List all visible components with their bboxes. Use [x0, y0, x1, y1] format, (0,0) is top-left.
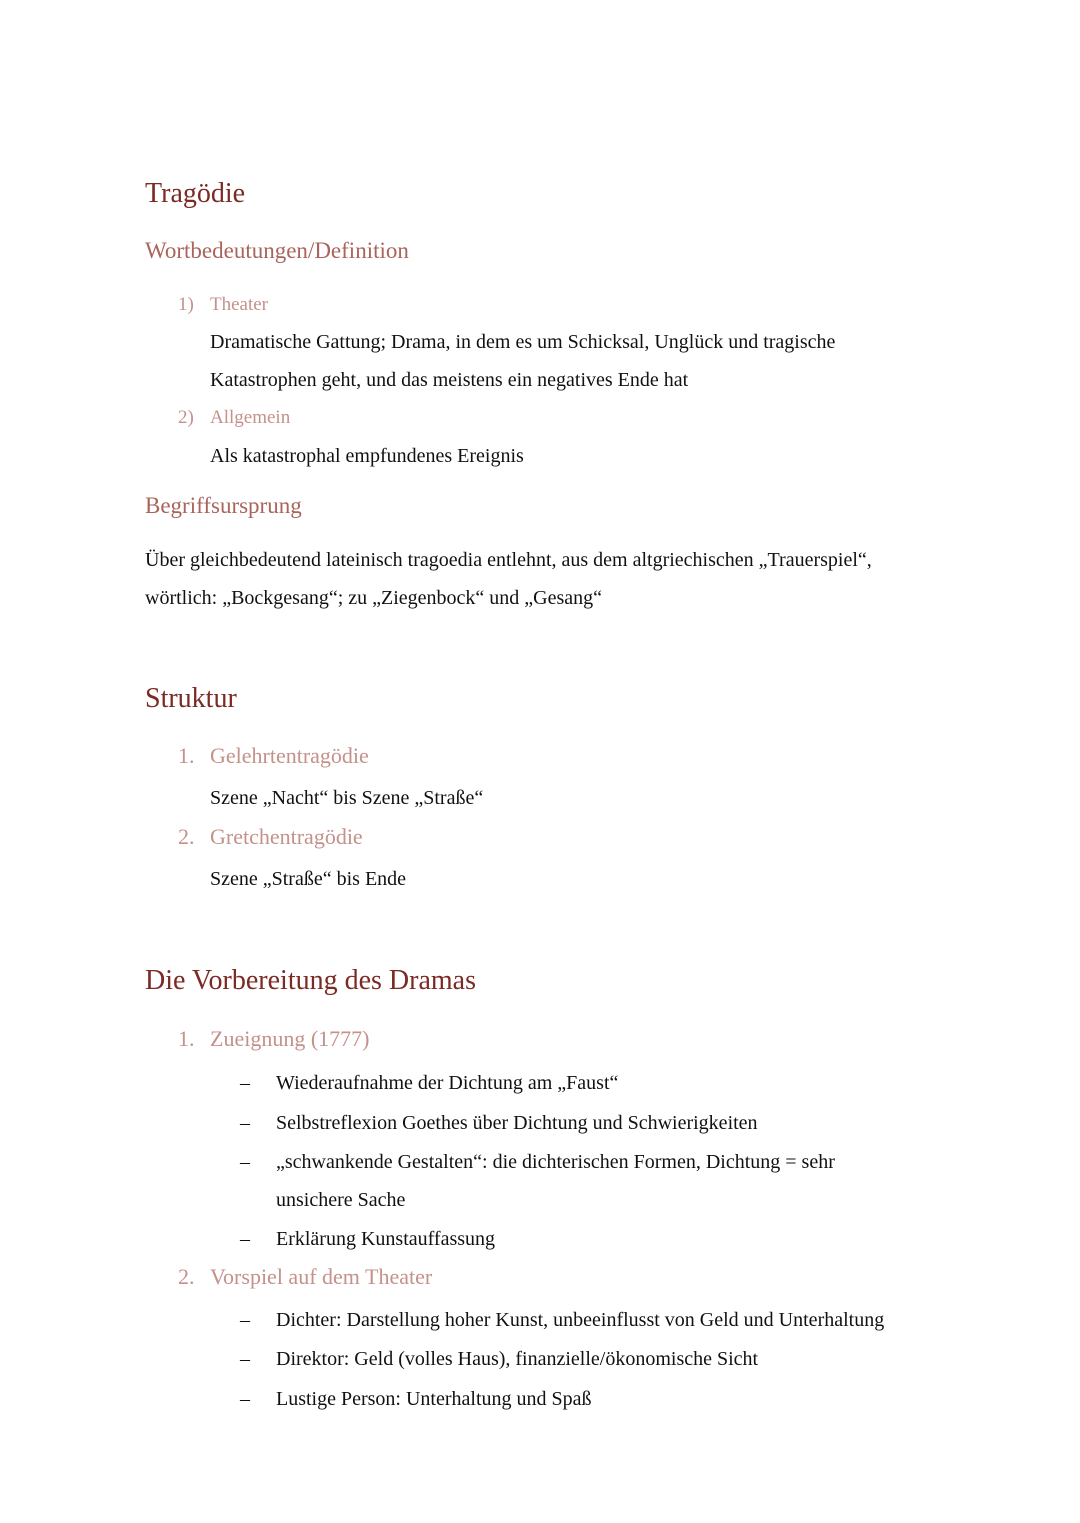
list-heading-theater: [178, 294, 268, 316]
bullet-item: Dichter: Darstellung hoher Kunst, unbeeinflusst von Geld und Unterhaltung: [276, 1309, 885, 1331]
struktur-text-2: Szene „Straße“ bis Ende: [210, 868, 407, 890]
list-heading-zueignung: [178, 1026, 369, 1052]
bullet-item: „schwankende Gestalten“: die dichterischen Formen, Dichtung = sehr: [276, 1151, 835, 1173]
list-label: Zueignung (1777): [210, 1026, 370, 1051]
definition-theater: [210, 323, 835, 399]
heading-begriffsursprung: Begriffsursprung: [145, 493, 302, 518]
list-heading-gelehrtentragoedie: [178, 743, 369, 769]
struktur-text-1: Szene „Nacht“ bis Szene „Straße“: [210, 787, 484, 809]
heading-struktur: Struktur: [145, 683, 237, 714]
bullet-item: Wiederaufnahme der Dichtung am „Faust“: [276, 1072, 619, 1094]
text-line: Als katastrophal empfundenes Ereignis: [210, 445, 524, 467]
list-number: 1.: [178, 743, 195, 768]
dash-bullet: –: [240, 1112, 250, 1134]
list-number: 2.: [178, 824, 195, 849]
bullet-item: Lustige Person: Unterhaltung und Spaß: [276, 1388, 592, 1410]
bullet-item: Selbstreflexion Goethes über Dichtung und Schwierigkeiten: [276, 1112, 758, 1134]
text-line: Dramatische Gattung; Drama, in dem es um Schicksal, Unglück und tragische: [210, 331, 836, 353]
bullet-item-continuation: unsichere Sache: [276, 1189, 406, 1211]
dash-bullet: –: [240, 1348, 250, 1370]
definition-allgemein: [210, 437, 524, 475]
dash-bullet: –: [240, 1151, 250, 1173]
heading-tragoedie: Tragödie: [145, 178, 246, 209]
list-label: Gretchentragödie: [210, 824, 363, 849]
bullet-item: Erklärung Kunstauffassung: [276, 1228, 496, 1250]
list-label: Vorspiel auf dem Theater: [210, 1264, 433, 1289]
bullet-item: Direktor: Geld (volles Haus), finanzielle/ökonomische Sicht: [276, 1348, 759, 1370]
list-heading-allgemein: [178, 407, 290, 429]
list-number: 1.: [178, 1026, 195, 1051]
dash-bullet: –: [240, 1309, 250, 1331]
list-heading-gretchentragoedie: [178, 824, 363, 850]
list-number: 1): [178, 294, 194, 315]
list-label: Allgemein: [210, 407, 291, 428]
list-number: 2.: [178, 1264, 195, 1289]
text-line: Katastrophen geht, und das meistens ein negatives Ende hat: [210, 369, 689, 391]
text-line: Über gleichbedeutend lateinisch tragoedia entlehnt, aus dem altgriechischen „Trauerspiel“,: [145, 549, 872, 571]
list-number: 2): [178, 407, 194, 428]
heading-vorbereitung: Die Vorbereitung des Dramas: [145, 965, 476, 996]
heading-wortbedeutung: Wortbedeutungen/Definition: [145, 238, 409, 263]
list-heading-vorspiel: [178, 1264, 432, 1290]
ursprung-text: [145, 541, 872, 617]
dash-bullet: –: [240, 1072, 250, 1094]
dash-bullet: –: [240, 1228, 250, 1250]
text-line: wörtlich: „Bockgesang“; zu „Ziegenbock“ und „Gesang“: [145, 587, 603, 609]
list-label: Gelehrtentragödie: [210, 743, 369, 768]
list-label: Theater: [210, 294, 269, 315]
dash-bullet: –: [240, 1388, 250, 1410]
